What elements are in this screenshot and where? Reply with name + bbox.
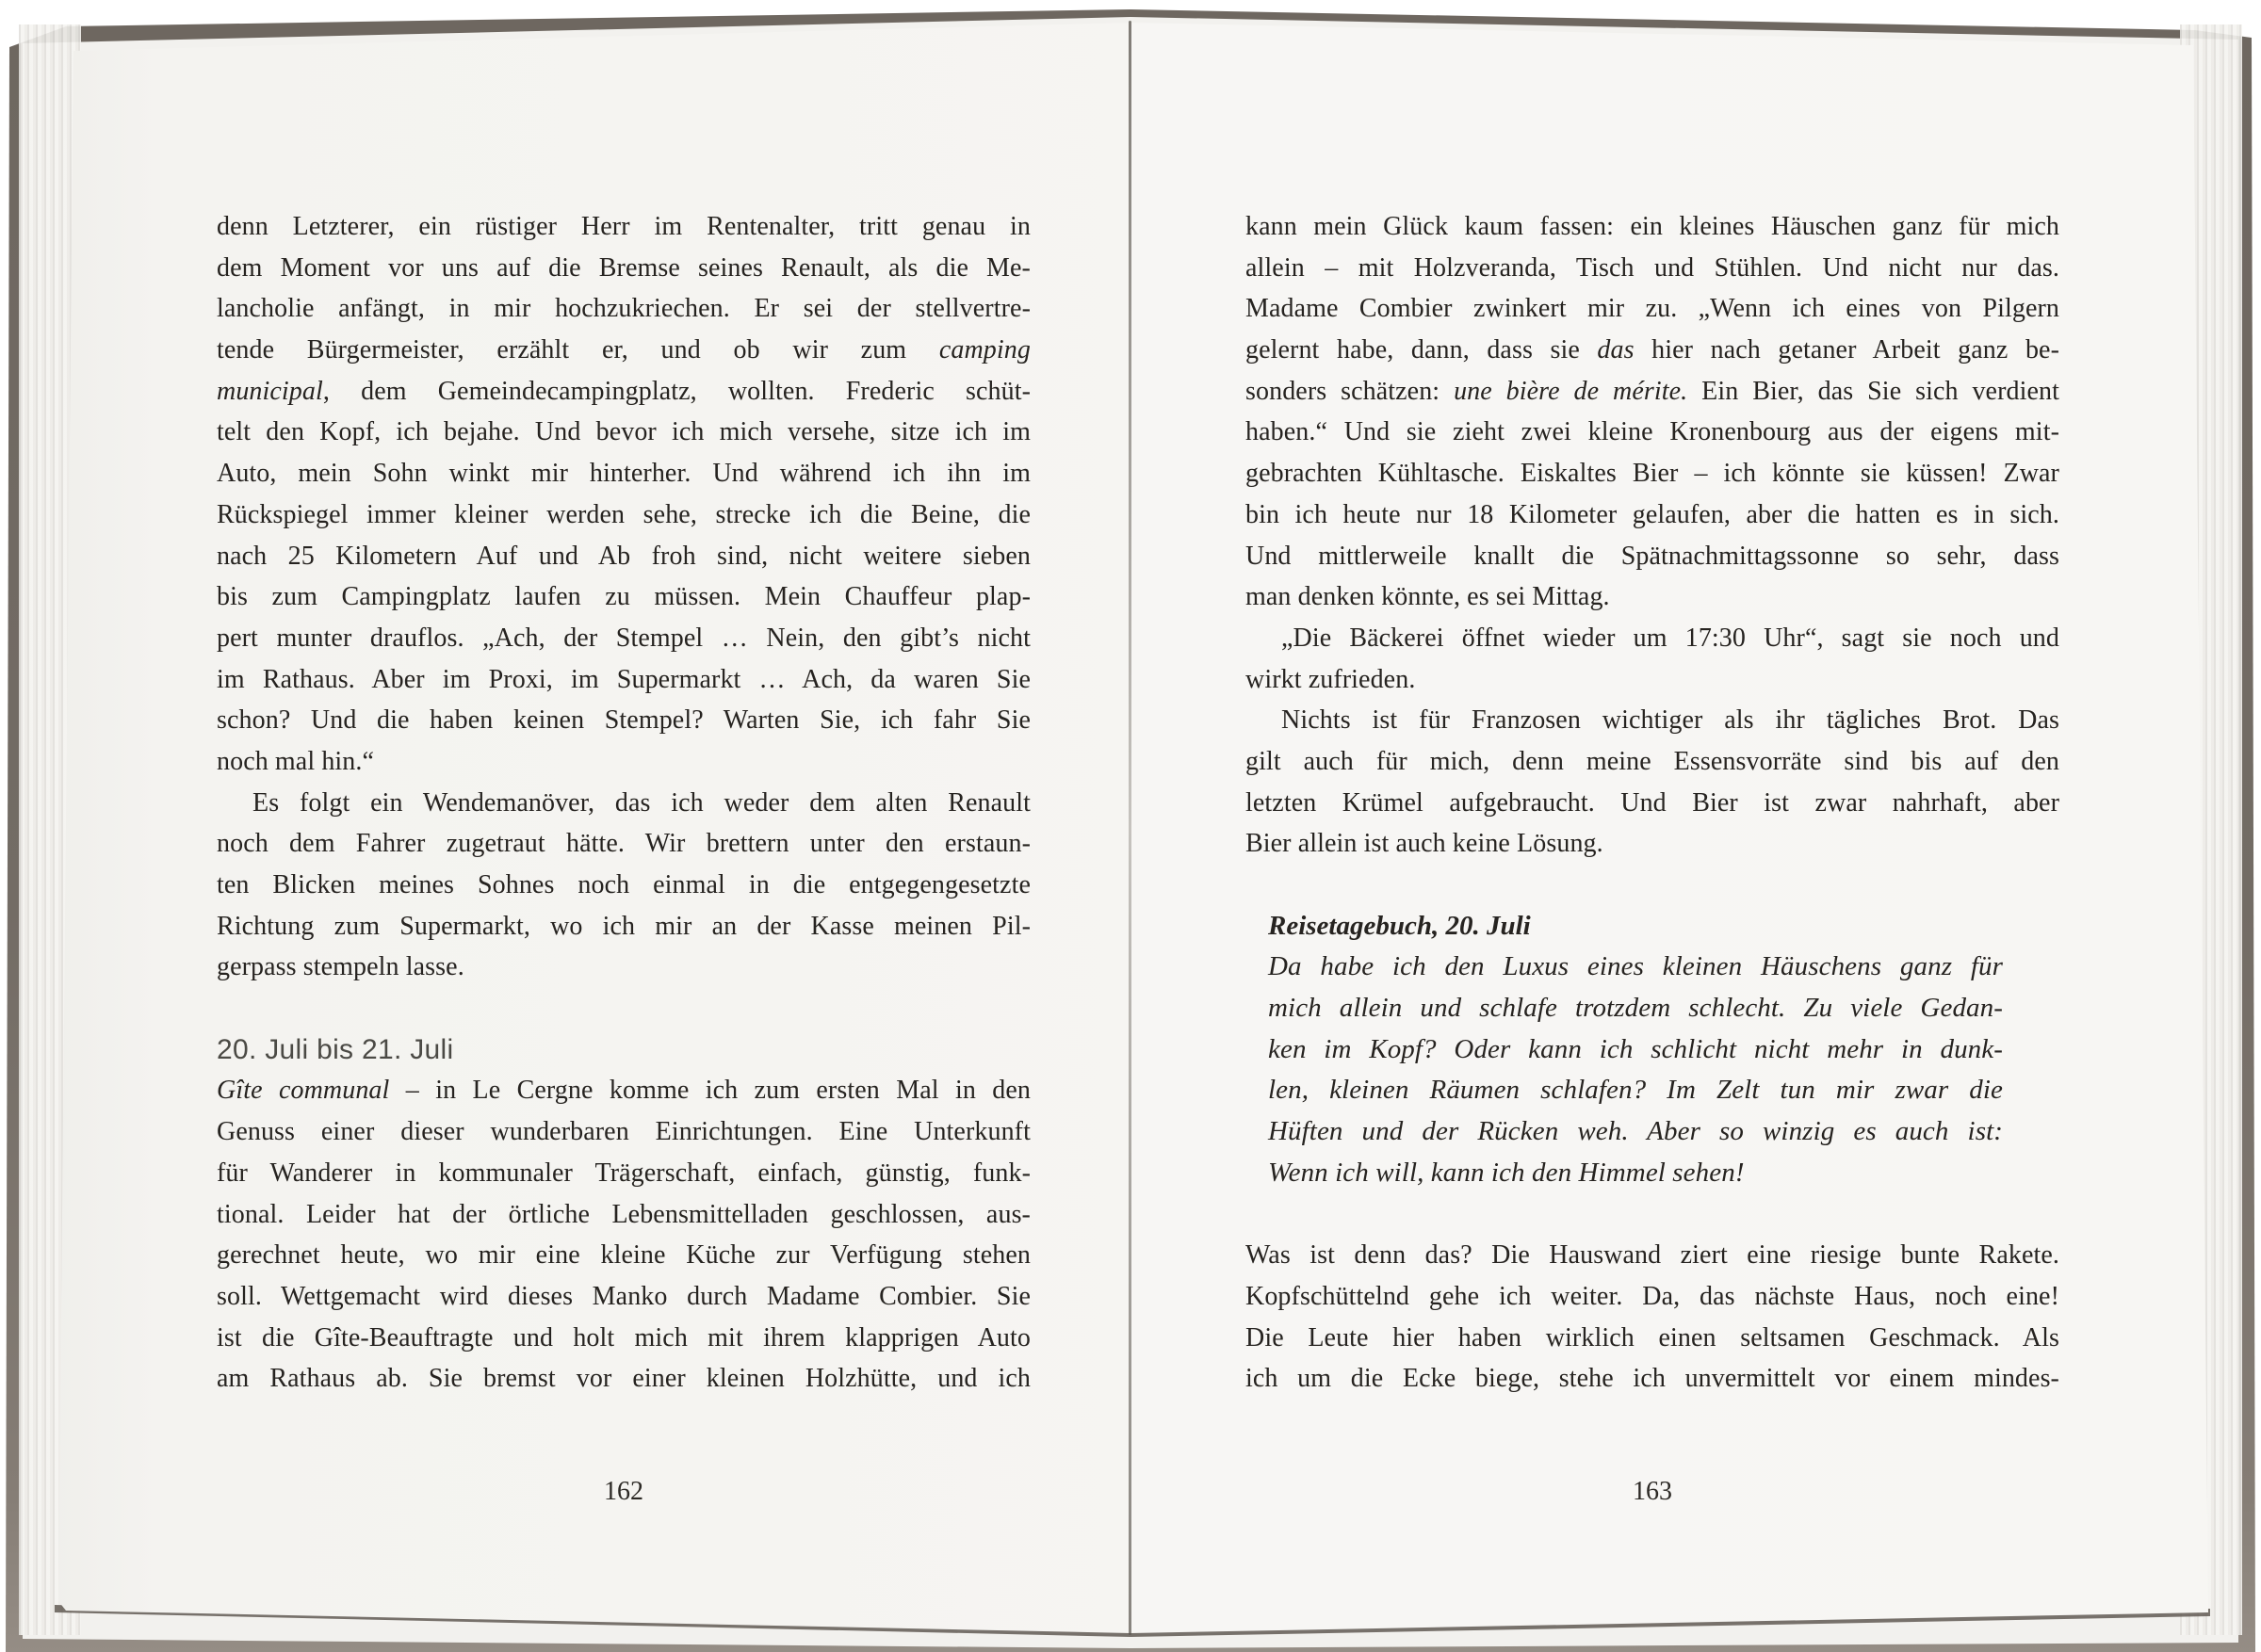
paragraph xyxy=(217,783,1031,988)
text-line: lancholie anfängt, in mir hochzukriechen. Er sei der stellvertre- xyxy=(217,294,1031,324)
text-line: bin ich heute nur 18 Kilometer gelaufen, aber die hatten es in sich. xyxy=(1245,499,2059,529)
text-line: len, kleinen Räumen schlafen? Im Zelt tun mir zwar die xyxy=(1268,1075,2003,1106)
text-line: noch dem Fahrer zugetraut hätte. Wir brettern unter den erstaun- xyxy=(217,829,1031,859)
text-line: haben.“ Und sie zieht zwei kleine Kronenbourg aus der eigens mit- xyxy=(1245,417,2059,447)
text-line: mich allein und schlafe trotzdem schlecht. Zu viele Gedan- xyxy=(1268,993,2003,1024)
text-line: gerechnet heute, wo mir eine kleine Küche zur Verfügung stehen xyxy=(217,1240,1031,1271)
text-line: Da habe ich den Luxus eines kleinen Häuschens ganz für xyxy=(1268,951,2003,982)
text-line: ist die Gîte-Beauftragte und holt mich mit ihrem klapprigen Auto xyxy=(217,1322,1031,1352)
text-line: Wenn ich will, kann ich den Himmel sehen! xyxy=(1268,1157,1745,1188)
text-line: Es folgt ein Wendemanöver, das ich weder dem alten Renault xyxy=(252,787,1031,818)
text-line: gilt auch für mich, denn meine Essensvorräte sind bis auf den xyxy=(1245,746,2059,776)
text-line: Madame Combier zwinkert mir zu. „Wenn ich eines von Pilgern xyxy=(1245,294,2059,324)
text-line: Und mittlerweile knallt die Spätnachmittagssonne so sehr, dass xyxy=(1245,541,2059,571)
text-line: Bier allein ist auch keine Lösung. xyxy=(1245,829,1603,859)
text-line: letzten Krümel aufgebraucht. Und Bier ist zwar nahrhaft, aber xyxy=(1245,787,2059,818)
diary-heading: Reisetagebuch, 20. Juli xyxy=(1268,910,1531,941)
text-line: gerpass stempeln lasse. xyxy=(217,952,464,982)
text-line: soll. Wettgemacht wird dieses Manko durch Madame Combier. Sie xyxy=(217,1281,1031,1311)
blank-line xyxy=(1245,865,2059,906)
text-line: kann mein Glück kaum fassen: ein kleines Häuschen ganz für mich xyxy=(1245,212,2059,241)
text-line: ken im Kopf? Oder kann ich schlicht nicht mehr in dunk- xyxy=(1268,1033,2003,1064)
text-line: für Wanderer in kommunaler Trägerschaft, einfach, günstig, funk- xyxy=(217,1158,1031,1188)
right-page-text xyxy=(1245,206,2059,1400)
text-line: tional. Leider hat der örtliche Lebensmittelladen geschlossen, aus- xyxy=(217,1199,1031,1229)
paragraph xyxy=(1245,700,2059,865)
diary-entry xyxy=(1245,947,2059,1193)
text-line: Auto, mein Sohn winkt mir hinterher. Und während ich ihn im xyxy=(217,459,1031,489)
text-line: tende Bürgermeister, erzählt er, und ob wir zum camping xyxy=(217,335,1031,365)
text-line: dem Moment vor uns auf die Bremse seines Renault, als die Me- xyxy=(217,252,1031,283)
text-line: Die Leute hier haben wirklich einen seltsamen Geschmack. Als xyxy=(1245,1322,2059,1352)
text-line: man denken könnte, es sei Mittag. xyxy=(1245,582,1610,612)
text-line: ten Blicken meines Sohnes noch einmal in die entgegengesetzte xyxy=(217,870,1031,899)
text-line: Was ist denn das? Die Hauswand ziert eine riesige bunte Rakete. xyxy=(1245,1240,2059,1271)
text-line: noch mal hin.“ xyxy=(217,746,375,776)
page-number-right: 163 xyxy=(1633,1477,1672,1506)
text-line: Genuss einer dieser wunderbaren Einrichtungen. Eine Unterkunft xyxy=(217,1117,1031,1147)
blank-line xyxy=(217,988,1031,1029)
text-line: Richtung zum Supermarkt, wo ich mir an der Kasse meinen Pil- xyxy=(217,911,1031,941)
text-line: gelernt habe, dann, dass sie das hier nach getaner Arbeit ganz be- xyxy=(1245,335,2059,365)
text-line: pert munter drauflos. „Ach, der Stempel … Nein, den gibt’s nicht xyxy=(217,623,1031,653)
section-heading: 20. Juli bis 21. Juli xyxy=(217,1033,454,1065)
left-page-text xyxy=(217,206,1031,1400)
text-line: sonders schätzen: une bière de mérite. Ein Bier, das Sie sich verdient xyxy=(1245,376,2059,406)
text-line: im Rathaus. Aber im Proxi, im Supermarkt … Ach, da waren Sie xyxy=(217,664,1031,694)
text-line: am Rathaus ab. Sie bremst vor einer kleinen Holzhütte, und ich xyxy=(217,1364,1031,1394)
text-line: Rückspiegel immer kleiner werden sehe, strecke ich die Beine, die xyxy=(217,499,1031,529)
text-line: „Die Bäckerei öffnet wieder um 17:30 Uhr“, sagt sie noch und xyxy=(1281,623,2059,653)
text-line: allein – mit Holzveranda, Tisch und Stühlen. Und nicht nur das. xyxy=(1245,252,2059,283)
text-line: Hüften und der Rücken weh. Aber so winzig es auch ist: xyxy=(1268,1116,2003,1147)
text-line: Gîte communal – in Le Cergne komme ich zum ersten Mal in den xyxy=(217,1076,1031,1106)
text-line: denn Letzterer, ein rüstiger Herr im Rentenalter, tritt genau in xyxy=(217,212,1031,241)
text-line: Nichts ist für Franzosen wichtiger als ihr tägliches Brot. Das xyxy=(1281,705,2059,736)
blank-line xyxy=(1245,1194,2059,1236)
text-line: gebrachten Kühltasche. Eiskaltes Bier – ich könnte sie küssen! Zwar xyxy=(1245,459,2059,489)
book-gutter-shadow xyxy=(1129,21,1131,1635)
text-line: bis zum Campingplatz laufen zu müssen. Mein Chauffeur plap- xyxy=(217,582,1031,612)
text-line: ich um die Ecke biege, stehe ich unvermittelt vor einem mindes- xyxy=(1245,1364,2059,1394)
text-line: Kopfschüttelnd gehe ich weiter. Da, das nächste Haus, noch eine! xyxy=(1245,1281,2059,1311)
text-line: telt den Kopf, ich bejahe. Und bevor ich mich versehe, sitze ich im xyxy=(217,417,1031,447)
paragraph xyxy=(1245,206,2059,618)
paragraph xyxy=(217,1070,1031,1400)
paragraph xyxy=(217,206,1031,783)
text-line: nach 25 Kilometern Auf und Ab froh sind, nicht weitere sieben xyxy=(217,541,1031,571)
text-line: wirkt zufrieden. xyxy=(1245,664,1416,694)
page-number-left: 162 xyxy=(604,1477,643,1506)
text-line: municipal, dem Gemeindecampingplatz, wollten. Frederic schüt- xyxy=(217,376,1031,406)
paragraph xyxy=(1245,618,2059,700)
paragraph xyxy=(1245,1235,2059,1400)
text-line: schon? Und die haben keinen Stempel? Warten Sie, ich fahr Sie xyxy=(217,705,1031,736)
